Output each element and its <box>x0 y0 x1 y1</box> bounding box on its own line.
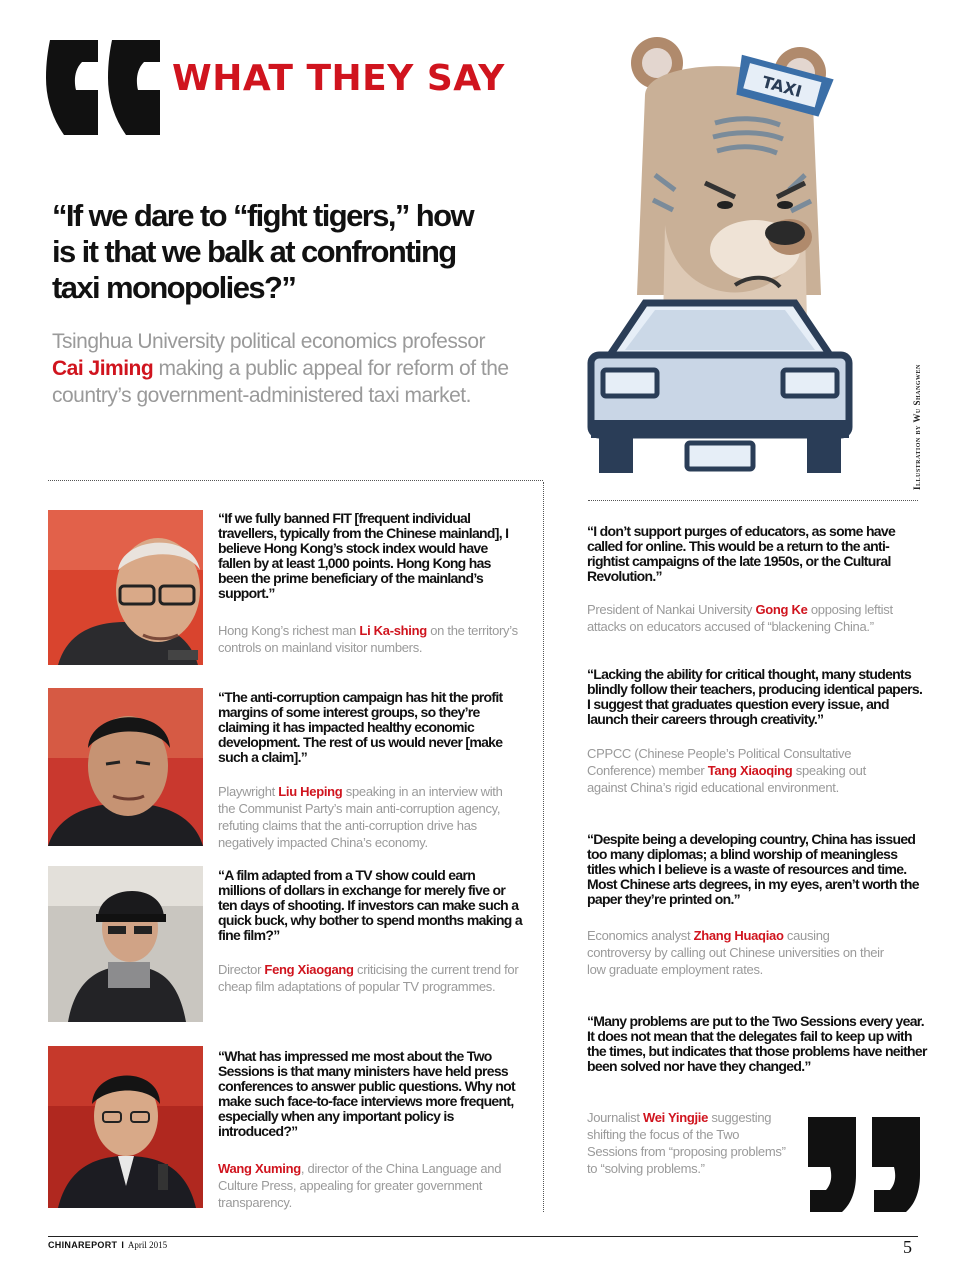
tiger-taxi-illustration <box>585 25 855 475</box>
caption-text: Playwright <box>218 784 279 799</box>
divider <box>48 480 543 481</box>
caption-text: Economics analyst <box>587 928 694 943</box>
close-quote-mark-icon <box>808 1117 928 1212</box>
caption-text: making a public appeal for reform of the country’s government-administered taxi market. <box>52 357 509 407</box>
caption-text: Tsinghua University political economics professor <box>52 330 486 353</box>
speaker-name: Li Ka-shing <box>359 623 427 638</box>
quote-wei-yingjie: “Many problems are put to the Two Sessions every year. It does not mean that the delegates fail to keep up with the times, but indicates that those problems have neither been solved nor have they changed.” <box>587 1013 927 1074</box>
caption-text: speaking out against China’s rigid educational environment. <box>587 763 866 795</box>
portrait-liu-heping <box>48 688 203 846</box>
open-quote-mark-icon <box>46 40 166 135</box>
footer-separator: I <box>121 1240 124 1250</box>
column-divider <box>543 482 544 1212</box>
magazine-name: CHINAREPORT <box>48 1240 118 1250</box>
caption-text: President of Nankai University <box>587 602 756 617</box>
caption-gong-ke <box>587 601 922 635</box>
speaker-name: Zhang Huaqiao <box>693 928 784 943</box>
quote-tang-xiaoqing: “Lacking the ability for critical thought, many students blindly follow their teachers, producing identical papers. I suggest that graduates question every issue, and launch their careers through creativity.” <box>587 666 923 727</box>
speaker-name: Liu Heping <box>278 784 343 799</box>
caption-tang-xiaoqing <box>587 745 907 796</box>
main-quote: “If we dare to “fight tigers,” how is it that we balk at confronting taxi monopolies?” <box>52 198 473 305</box>
page-number: 5 <box>903 1237 912 1257</box>
caption-text: CPPCC (Chinese People’s Political Consultative Conference) member <box>587 746 852 778</box>
caption-wang-xuming <box>218 1160 518 1211</box>
quote-liu-heping: “The anti-corruption campaign has hit the profit margins of some interest groups, so they’re claiming it has impacted healthy economic development. The rest of us would never [make such a claim].” <box>218 689 503 765</box>
speaker-name: Cai Jiming <box>52 357 154 380</box>
speaker-name: Wei Yingjie <box>642 1110 709 1125</box>
portrait-li-ka-shing <box>48 510 203 665</box>
quote-gong-ke: “I don’t support purges of educators, as some have called for online. This would be a return to the anti-rightist campaigns of the late 1950s, or the Cultural Revolution.” <box>587 523 896 584</box>
caption-text: opposing leftist attacks on educators accused of “blackening China.” <box>587 602 893 634</box>
portrait-feng-xiaogang <box>48 866 203 1022</box>
illustration-credit: Illustration by Wu Shangwen <box>912 364 922 490</box>
caption-liu-heping <box>218 783 518 851</box>
caption-text: criticising the current trend for cheap film adaptations of popular TV programmes. <box>218 962 519 994</box>
main-caption <box>52 328 512 409</box>
caption-feng-xiaogang <box>218 961 523 995</box>
caption-wei-yingjie <box>587 1109 792 1177</box>
caption-text: causing controversy by calling out Chinese universities on their low graduate employment rates. <box>587 928 884 977</box>
section-title: WHAT THEY SAY <box>172 58 505 99</box>
taxi-sign-text: TAXI <box>760 72 804 102</box>
footer-rule <box>48 1236 918 1237</box>
caption-text: on the territory’s controls on mainland visitor numbers. <box>218 623 518 655</box>
caption-zhang-huaqiao <box>587 927 887 978</box>
caption-text: Hong Kong’s richest man <box>218 623 360 638</box>
quote-feng-xiaogang: “A film adapted from a TV show could earn millions of dollars in exchange for merely five or ten days of shooting. If investors can make such a quick buck, why bother to spend months making a fine film?” <box>218 867 522 943</box>
speaker-name: Feng Xiaogang <box>264 962 354 977</box>
divider <box>588 500 918 501</box>
issue-date: April 2015 <box>127 1240 168 1250</box>
caption-text: , director of the China Language and Culture Press, appealing for greater government transparency. <box>218 1161 502 1210</box>
footer-masthead <box>48 1240 167 1250</box>
portrait-wang-xuming <box>48 1046 203 1208</box>
speaker-name: Wang Xuming <box>218 1161 301 1176</box>
quote-li-ka-shing: “If we fully banned FIT [frequent individual travellers, typically from the Chinese mainland], I believe Hong Kong’s stock index would have fallen by at least 1,000 points. Hong Kong has been the prime beneficiary of the mainland’s support.” <box>218 510 509 601</box>
speaker-name: Gong Ke <box>755 602 808 617</box>
caption-text: Journalist <box>587 1110 643 1125</box>
caption-text: suggesting shifting the focus of the Two Sessions from “proposing problems” to “solving problems.” <box>587 1110 786 1176</box>
caption-text: Director <box>218 962 265 977</box>
caption-text: speaking in an interview with the Communist Party’s main anti-corruption agency, refuting claims that the anti-corruption drive has negatively impacted China’s economy. <box>218 784 503 850</box>
quote-wang-xuming: “What has impressed me most about the Two Sessions is that many ministers have held press conferences to answer public questions. Why not make such face-to-face interviews more frequent, especially when any important policy is introduced?” <box>218 1048 515 1139</box>
speaker-name: Tang Xiaoqing <box>707 763 793 778</box>
quote-zhang-huaqiao: “Despite being a developing country, China has issued too many diplomas; a blind worship of meaningless titles which I believe is a waste of resources and time. Most Chinese arts degrees, in my eyes, aren’t worth the paper they’re printed on.” <box>587 831 919 907</box>
caption-li-ka-shing <box>218 622 518 656</box>
